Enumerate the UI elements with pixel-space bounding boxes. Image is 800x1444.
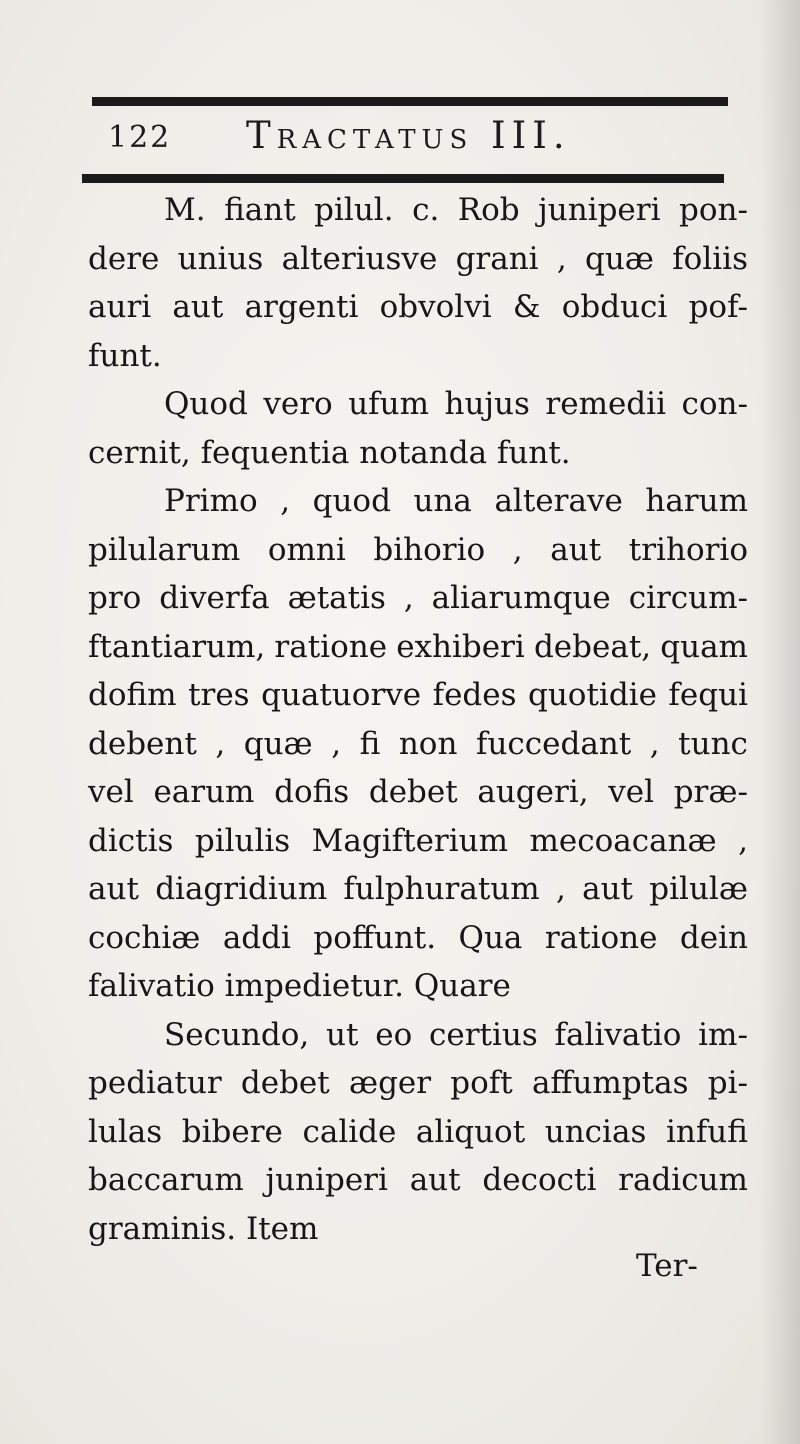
- text-line: graminis. Item: [88, 1210, 319, 1247]
- text-line: dofim tres quatuorve fedes quotidie fequi: [88, 677, 748, 713]
- text-line: dictis pilulis Magifterium mecoacanæ ,: [88, 822, 748, 859]
- header-rule-bottom: [82, 174, 724, 183]
- text-line: baccarum juniperi aut decocti radicum: [88, 1162, 748, 1198]
- text-line: Primo , quod una alterave harum: [164, 483, 748, 519]
- text-line: lulas bibere calide aliquot uncias infufi: [88, 1113, 748, 1150]
- running-title: Tractatus III.: [246, 114, 571, 157]
- text-line: pro diverfa ætatis , aliarumque circum-: [88, 580, 748, 616]
- text-line: Quod vero ufum hujus remedii con-: [164, 386, 748, 422]
- text-line: pediatur debet æger poft affumptas pi-: [88, 1065, 748, 1101]
- catchword: Ter-: [636, 1248, 698, 1284]
- text-line: M. fiant pilul. c. Rob juniperi pon-: [164, 192, 748, 228]
- text-line: cernit, fequentia notanda funt.: [88, 434, 571, 471]
- text-line: dere unius alteriusve grani , quæ foliis: [88, 240, 748, 277]
- text-line: debent , quæ , fi non fuccedant , tunc: [88, 725, 748, 762]
- text-line: Secundo, ut eo certius falivatio im-: [164, 1016, 748, 1053]
- body-text: [88, 186, 748, 1253]
- text-line: vel earum dofis debet augeri, vel præ-: [88, 774, 748, 810]
- text-line: ftantiarum, ratione exhiberi debeat, quam: [88, 628, 748, 665]
- text-line: cochiæ addi poffunt. Qua ratione dein: [88, 919, 748, 956]
- text-line: auri aut argenti obvolvi & obduci pof-: [88, 289, 748, 325]
- text-line: pilularum omni bihorio , aut trihorio: [88, 531, 748, 568]
- text-line: funt.: [88, 337, 162, 374]
- text-line: falivatio impedietur. Quare: [88, 968, 511, 1004]
- text-line: aut diagridium fulphuratum , aut pilulæ: [88, 871, 748, 907]
- running-header: [108, 110, 708, 168]
- page-number: 122: [108, 120, 172, 155]
- header-rule-top: [92, 97, 728, 106]
